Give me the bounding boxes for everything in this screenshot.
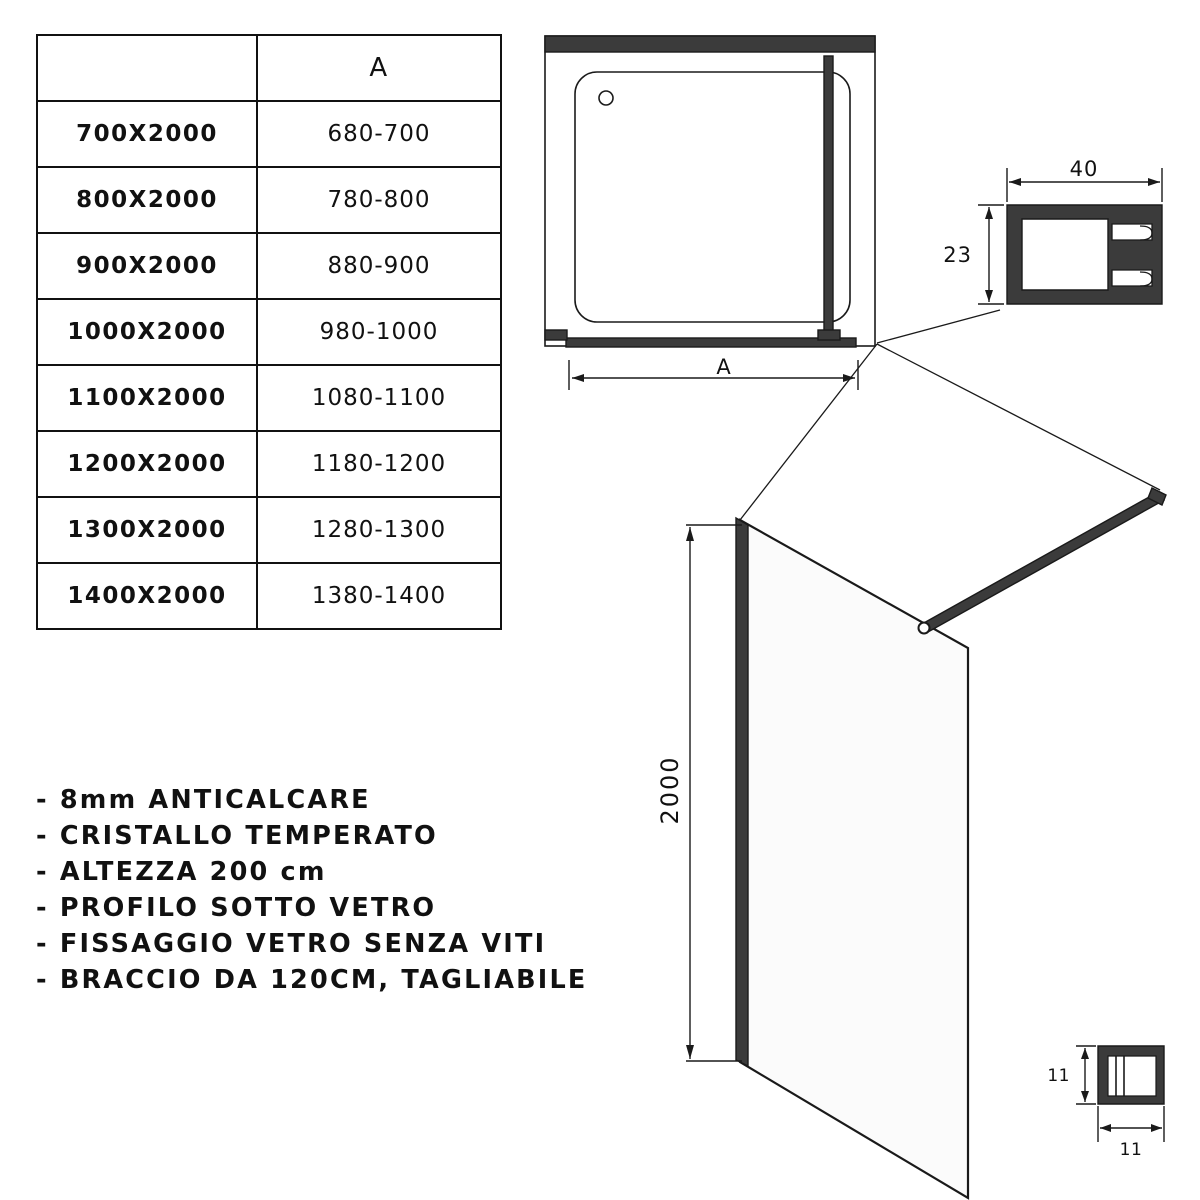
cell-range: 1280-1300 xyxy=(257,497,501,563)
cell-size: 1200X2000 xyxy=(37,431,257,497)
plan-dimension-a-label: A xyxy=(716,355,732,379)
cell-size: 800X2000 xyxy=(37,167,257,233)
elevation-drawing xyxy=(656,488,1166,1198)
cell-size: 1000X2000 xyxy=(37,299,257,365)
cell-size: 1100X2000 xyxy=(37,365,257,431)
cell-range: 980-1000 xyxy=(257,299,501,365)
cell-range: 680-700 xyxy=(257,101,501,167)
profile-height-label: 23 xyxy=(943,243,972,267)
spec-item: - PROFILO SOTTO VETRO xyxy=(36,893,437,923)
cell-size: 900X2000 xyxy=(37,233,257,299)
cell-size: 1300X2000 xyxy=(37,497,257,563)
cell-range: 1180-1200 xyxy=(257,431,501,497)
plan-view-drawing xyxy=(545,36,875,390)
cell-range: 1080-1100 xyxy=(257,365,501,431)
cell-size: 700X2000 xyxy=(37,101,257,167)
elevation-height-label: 2000 xyxy=(656,755,684,825)
profile-width-label: 40 xyxy=(1069,157,1099,181)
cell-range: 880-900 xyxy=(257,233,501,299)
spec-item: - ALTEZZA 200 cm xyxy=(36,857,327,887)
cell-size: 1400X2000 xyxy=(37,563,257,629)
bottom-profile-width-label: 11 xyxy=(1119,1140,1143,1160)
spec-item: - CRISTALLO TEMPERATO xyxy=(36,821,438,851)
spec-item: - 8mm ANTICALCARE xyxy=(36,785,371,815)
spec-item: - FISSAGGIO VETRO SENZA VITI xyxy=(36,929,547,959)
spec-item: - BRACCIO DA 120CM, TAGLIABILE xyxy=(36,965,588,995)
cell-range: 780-800 xyxy=(257,167,501,233)
table-header-a: A xyxy=(257,35,501,101)
bottom-profile-height-label: 11 xyxy=(1047,1066,1070,1086)
cell-range: 1380-1400 xyxy=(257,563,501,629)
profile-section-drawing xyxy=(943,157,1162,304)
bottom-profile-detail xyxy=(1047,1046,1164,1160)
